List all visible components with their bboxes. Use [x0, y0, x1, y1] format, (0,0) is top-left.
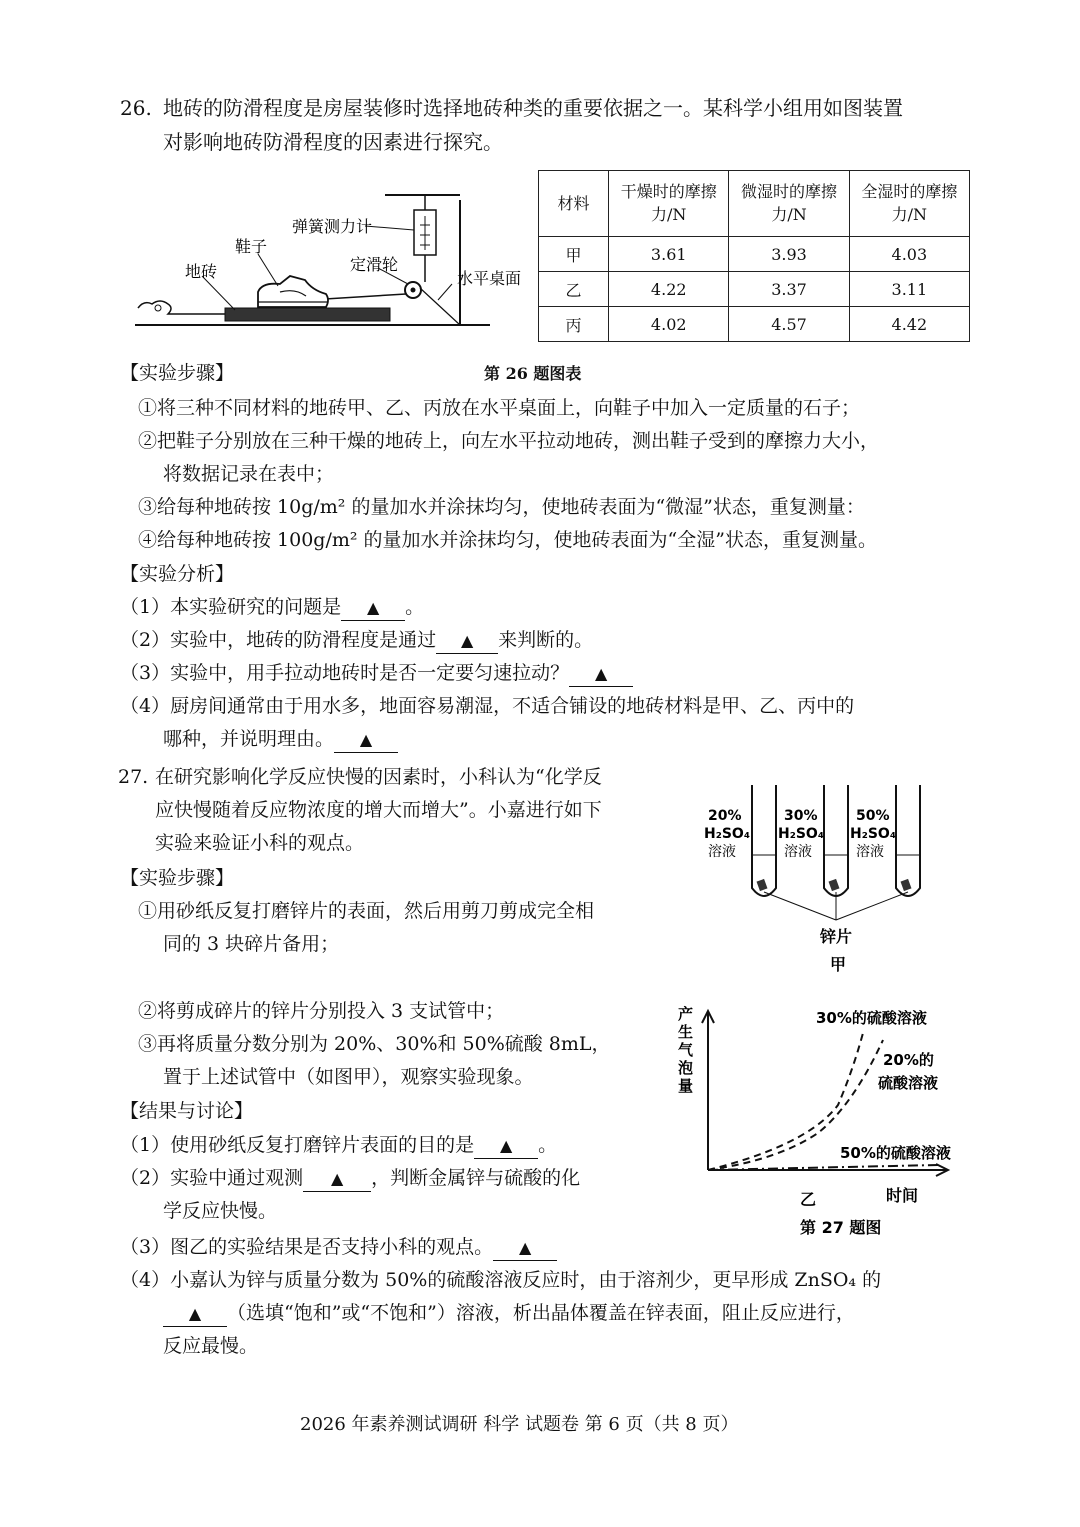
tube-conc-label: 30%: [784, 808, 818, 824]
q27-test-tubes-figure: [700, 780, 940, 980]
answer-mark: ▲: [366, 598, 380, 617]
table-cell: 4.02: [609, 307, 729, 342]
label-spring-scale: 弹簧测力计: [292, 217, 373, 236]
floor-tile: [225, 308, 390, 321]
q26-step1: ①将三种不同材料的地砖甲、乙、丙放在水平桌面上，向鞋子中加入一定质量的石子；: [138, 397, 861, 419]
q26-intro-line2: 对影响地砖防滑程度的因素进行探究。: [163, 130, 503, 154]
test-tube: [752, 785, 776, 896]
q27-gas-graph: [668, 995, 968, 1240]
q27-question-4-line3: 反应最慢。: [163, 1335, 259, 1357]
y-axis-label: 产生气泡量: [678, 1005, 694, 1095]
q26-step2-line2: 将数据记录在表中；: [163, 463, 335, 485]
x-axis-label: 时间: [886, 1186, 919, 1205]
table-cell: 丙: [539, 307, 609, 342]
q26-analysis-heading: 【实验分析】: [120, 563, 235, 585]
answer-blank[interactable]: [436, 629, 498, 654]
table-header: 全湿时的摩擦力/N: [849, 171, 969, 237]
table-cell: 3.61: [609, 237, 729, 272]
q27-steps-heading: 【实验步骤】: [120, 867, 235, 889]
table-header: 材料: [539, 171, 609, 237]
q27-question-2: [120, 1167, 580, 1192]
q27-step3-line2: 置于上述试管中（如图甲），观察实验现象。: [163, 1066, 534, 1088]
answer-blank[interactable]: [569, 662, 633, 687]
label-tile: 地砖: [185, 262, 218, 281]
friction-table: [538, 170, 970, 342]
q26-question-2-tail: 来判断的。: [498, 629, 594, 651]
table-row: [539, 307, 970, 342]
table-row: [539, 237, 970, 272]
q27-results-heading: 【结果与讨论】: [120, 1100, 254, 1122]
q27-step1-line1: ①用砂纸反复打磨锌片的表面，然后用剪刀剪成完全相: [138, 900, 595, 922]
table-cell: 4.22: [609, 272, 729, 307]
q27-question-3: [120, 1236, 557, 1261]
tube-conc-label: 20%: [708, 808, 742, 824]
q26-question-1-text: （1）本实验研究的问题是: [120, 596, 342, 618]
q27-caption: 第 27 题图: [800, 1218, 882, 1237]
test-tube: [896, 785, 920, 896]
tube-sol-label: 溶液: [856, 844, 884, 860]
q26-question-4-text: 哪种，并说明理由。: [163, 728, 335, 750]
answer-blank[interactable]: [493, 1236, 557, 1261]
q26-apparatus-figure: [130, 180, 540, 340]
answer-blank[interactable]: [163, 1302, 227, 1327]
tube-conc-label: 50%: [856, 808, 890, 824]
answer-mark: ▲: [518, 1238, 532, 1257]
test-tube: [824, 785, 848, 896]
answer-blank[interactable]: [303, 1167, 371, 1192]
q26-question-3-text: （3）实验中，用手拉动地砖时是否一定要匀速拉动？: [120, 662, 570, 684]
q27-question-3-text: （3）图乙的实验结果是否支持小科的观点。: [120, 1236, 494, 1258]
table-header-row: [539, 171, 970, 237]
tube-acid-label: H₂SO₄: [778, 826, 824, 842]
q27-step2: ②将剪成碎片的锌片分别投入 3 支试管中；: [138, 1000, 505, 1022]
table-cell: 3.11: [849, 272, 969, 307]
q26-step3: ③给每种地砖按 10g/m² 的量加水并涂抹均匀，使地砖表面为“微湿”状态，重复测量：: [138, 496, 865, 518]
q26-caption: 第 26 题图表: [484, 364, 582, 383]
table-cell: 乙: [539, 272, 609, 307]
table-cell: 3.37: [729, 272, 849, 307]
q26-question-2-text: （2）实验中，地砖的防滑程度是通过: [120, 629, 437, 651]
label-30-percent: 30%的硫酸溶液: [816, 1009, 927, 1027]
label-desk: 水平桌面: [457, 269, 522, 288]
q26-number: 26.: [120, 96, 152, 120]
answer-blank[interactable]: [341, 596, 405, 621]
answer-mark: ▲: [499, 1136, 513, 1155]
label-pulley: 定滑轮: [350, 255, 399, 274]
table-cell: 甲: [539, 237, 609, 272]
q27-number: 27.: [118, 766, 149, 788]
figure-b-label: 乙: [800, 1190, 817, 1209]
answer-mark: ▲: [594, 664, 608, 683]
zinc-label: 锌片: [820, 927, 853, 946]
answer-mark: ▲: [460, 631, 474, 650]
q27-question-2-line2: 学反应快慢。: [163, 1200, 278, 1222]
page-footer: 2026 年素养测试调研 科学 试题卷 第 6 页（共 8 页）: [300, 1414, 739, 1435]
q27-question-4-line2: [163, 1302, 855, 1327]
answer-mark: ▲: [330, 1169, 344, 1188]
answer-blank[interactable]: [334, 728, 398, 753]
tube-sol-label: 溶液: [708, 844, 736, 860]
q27-question-2-text: （2）实验中通过观测: [120, 1167, 304, 1189]
q27-intro-line1: 在研究影响化学反应快慢的因素时，小科认为“化学反: [155, 766, 602, 788]
q26-question-3: [120, 662, 633, 687]
table-header: 干燥时的摩擦力/N: [609, 171, 729, 237]
q26-question-4-line2: [163, 728, 398, 753]
answer-mark: ▲: [359, 730, 373, 749]
q26-intro-line1: 地砖的防滑程度是房屋装修时选择地砖种类的重要依据之一。某科学小组用如图装置: [163, 96, 903, 120]
q27-question-1: （1）使用砂纸反复打磨锌片表面的目的是 ▲ 。: [120, 1134, 557, 1159]
q27-question-2-tail: ，判断金属锌与硫酸的化: [371, 1167, 581, 1189]
q26-steps-heading: 【实验步骤】: [120, 362, 235, 384]
table-cell: 3.93: [729, 237, 849, 272]
q27-intro-line3: 实验来验证小科的观点。: [155, 832, 365, 854]
table-cell: 4.03: [849, 237, 969, 272]
hand: [138, 301, 225, 314]
q26-step4: ④给每种地砖按 100g/m² 的量加水并涂抹均匀，使地砖表面为“全湿”状态，重复测量。: [138, 529, 877, 551]
q27-intro-line2: 应快慢随着反应物浓度的增大而增大”。小嘉进行如下: [155, 799, 602, 821]
tube-acid-label: H₂SO₄: [704, 826, 750, 842]
answer-blank[interactable]: [474, 1134, 538, 1159]
q26-question-4-line1: （4）厨房间通常由于用水多，地面容易潮湿，不适合铺设的地砖材料是甲、乙、丙中的: [120, 695, 855, 717]
q26-question-1: （1）本实验研究的问题是 ▲ 。: [120, 596, 424, 621]
label-50-percent: 50%的硫酸溶液: [840, 1144, 951, 1162]
label-20-percent-a: 20%的: [883, 1051, 934, 1069]
table-cell: 4.42: [849, 307, 969, 342]
tube-acid-label: H₂SO₄: [850, 826, 896, 842]
q27-question-4-text: （选填“饱和”或“不饱和”）溶液，析出晶体覆盖在锌表面，阻止反应进行，: [227, 1302, 855, 1324]
q27-step3-line1: ③再将质量分数分别为 20%、30%和 50%硫酸 8mL，: [138, 1033, 611, 1055]
table-cell: 4.57: [729, 307, 849, 342]
table-row: [539, 272, 970, 307]
table-header: 微湿时的摩擦力/N: [729, 171, 849, 237]
q27-step1-line2: 同的 3 块碎片备用；: [163, 933, 340, 955]
figure-a-label: 甲: [830, 955, 847, 974]
q27-question-4-line1: （4）小嘉认为锌与质量分数为 50%的硫酸溶液反应时，由于溶剂少，更早形成 ZnSO₄ 的: [120, 1269, 882, 1291]
q27-question-1-text: （1）使用砂纸反复打磨锌片表面的目的是: [120, 1134, 475, 1156]
label-20-percent-b: 硫酸溶液: [878, 1074, 939, 1092]
answer-mark: ▲: [188, 1304, 202, 1323]
label-shoe: 鞋子: [235, 237, 268, 256]
q26-question-2: [120, 629, 593, 654]
tube-sol-label: 溶液: [784, 844, 812, 860]
q26-step2-line1: ②把鞋子分别放在三种干燥的地砖上，向左水平拉动地砖，测出鞋子受到的摩擦力大小，: [138, 430, 880, 452]
